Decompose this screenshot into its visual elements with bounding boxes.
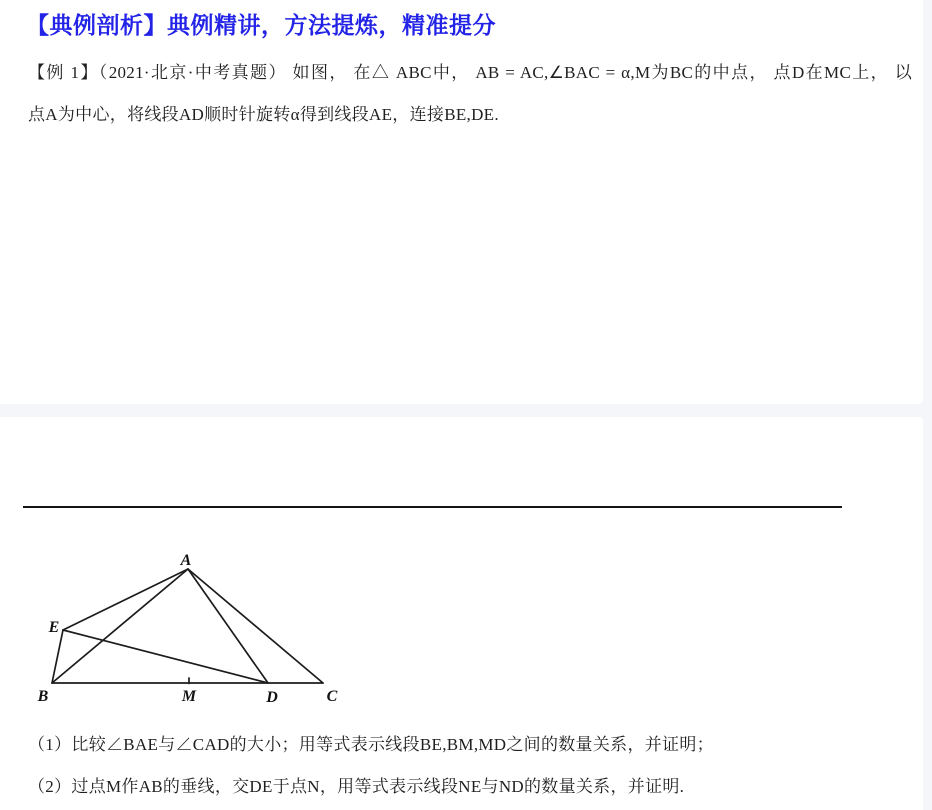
geometry-figure bbox=[30, 543, 362, 717]
point-label-A: A bbox=[180, 552, 192, 569]
question-1: （1）比较∠BAE与∠CAD的大小；用等式表示线段BE,BM,MD之间的数量关系，并证明； bbox=[28, 735, 714, 754]
point-label-M: M bbox=[181, 688, 197, 705]
problem-statement-line-1: 【例 1】（2021·北京·中考真题） 如图， 在△ ABC中， AB = AC,∠BAC = α,M为BC的中点， 点D在MC上， 以 bbox=[28, 63, 912, 82]
horizontal-divider bbox=[23, 506, 842, 508]
document-page-1 bbox=[0, 0, 923, 404]
point-label-E: E bbox=[48, 619, 60, 636]
triangle-diagram-svg bbox=[30, 543, 362, 717]
question-2: （2）过点M作AB的垂线，交DE于点N，用等式表示线段NE与ND的数量关系，并证明. bbox=[28, 777, 685, 796]
section-title: 【典例剖析】典例精讲，方法提炼，精准提分 bbox=[26, 12, 496, 38]
problem-statement-line-2: 点A为中心，将线段AD顺时针旋转α得到线段AE，连接BE,DE. bbox=[28, 105, 499, 124]
point-label-B: B bbox=[37, 688, 49, 705]
point-label-D: D bbox=[266, 689, 278, 706]
point-label-C: C bbox=[326, 688, 338, 705]
document-page-2 bbox=[0, 417, 923, 810]
